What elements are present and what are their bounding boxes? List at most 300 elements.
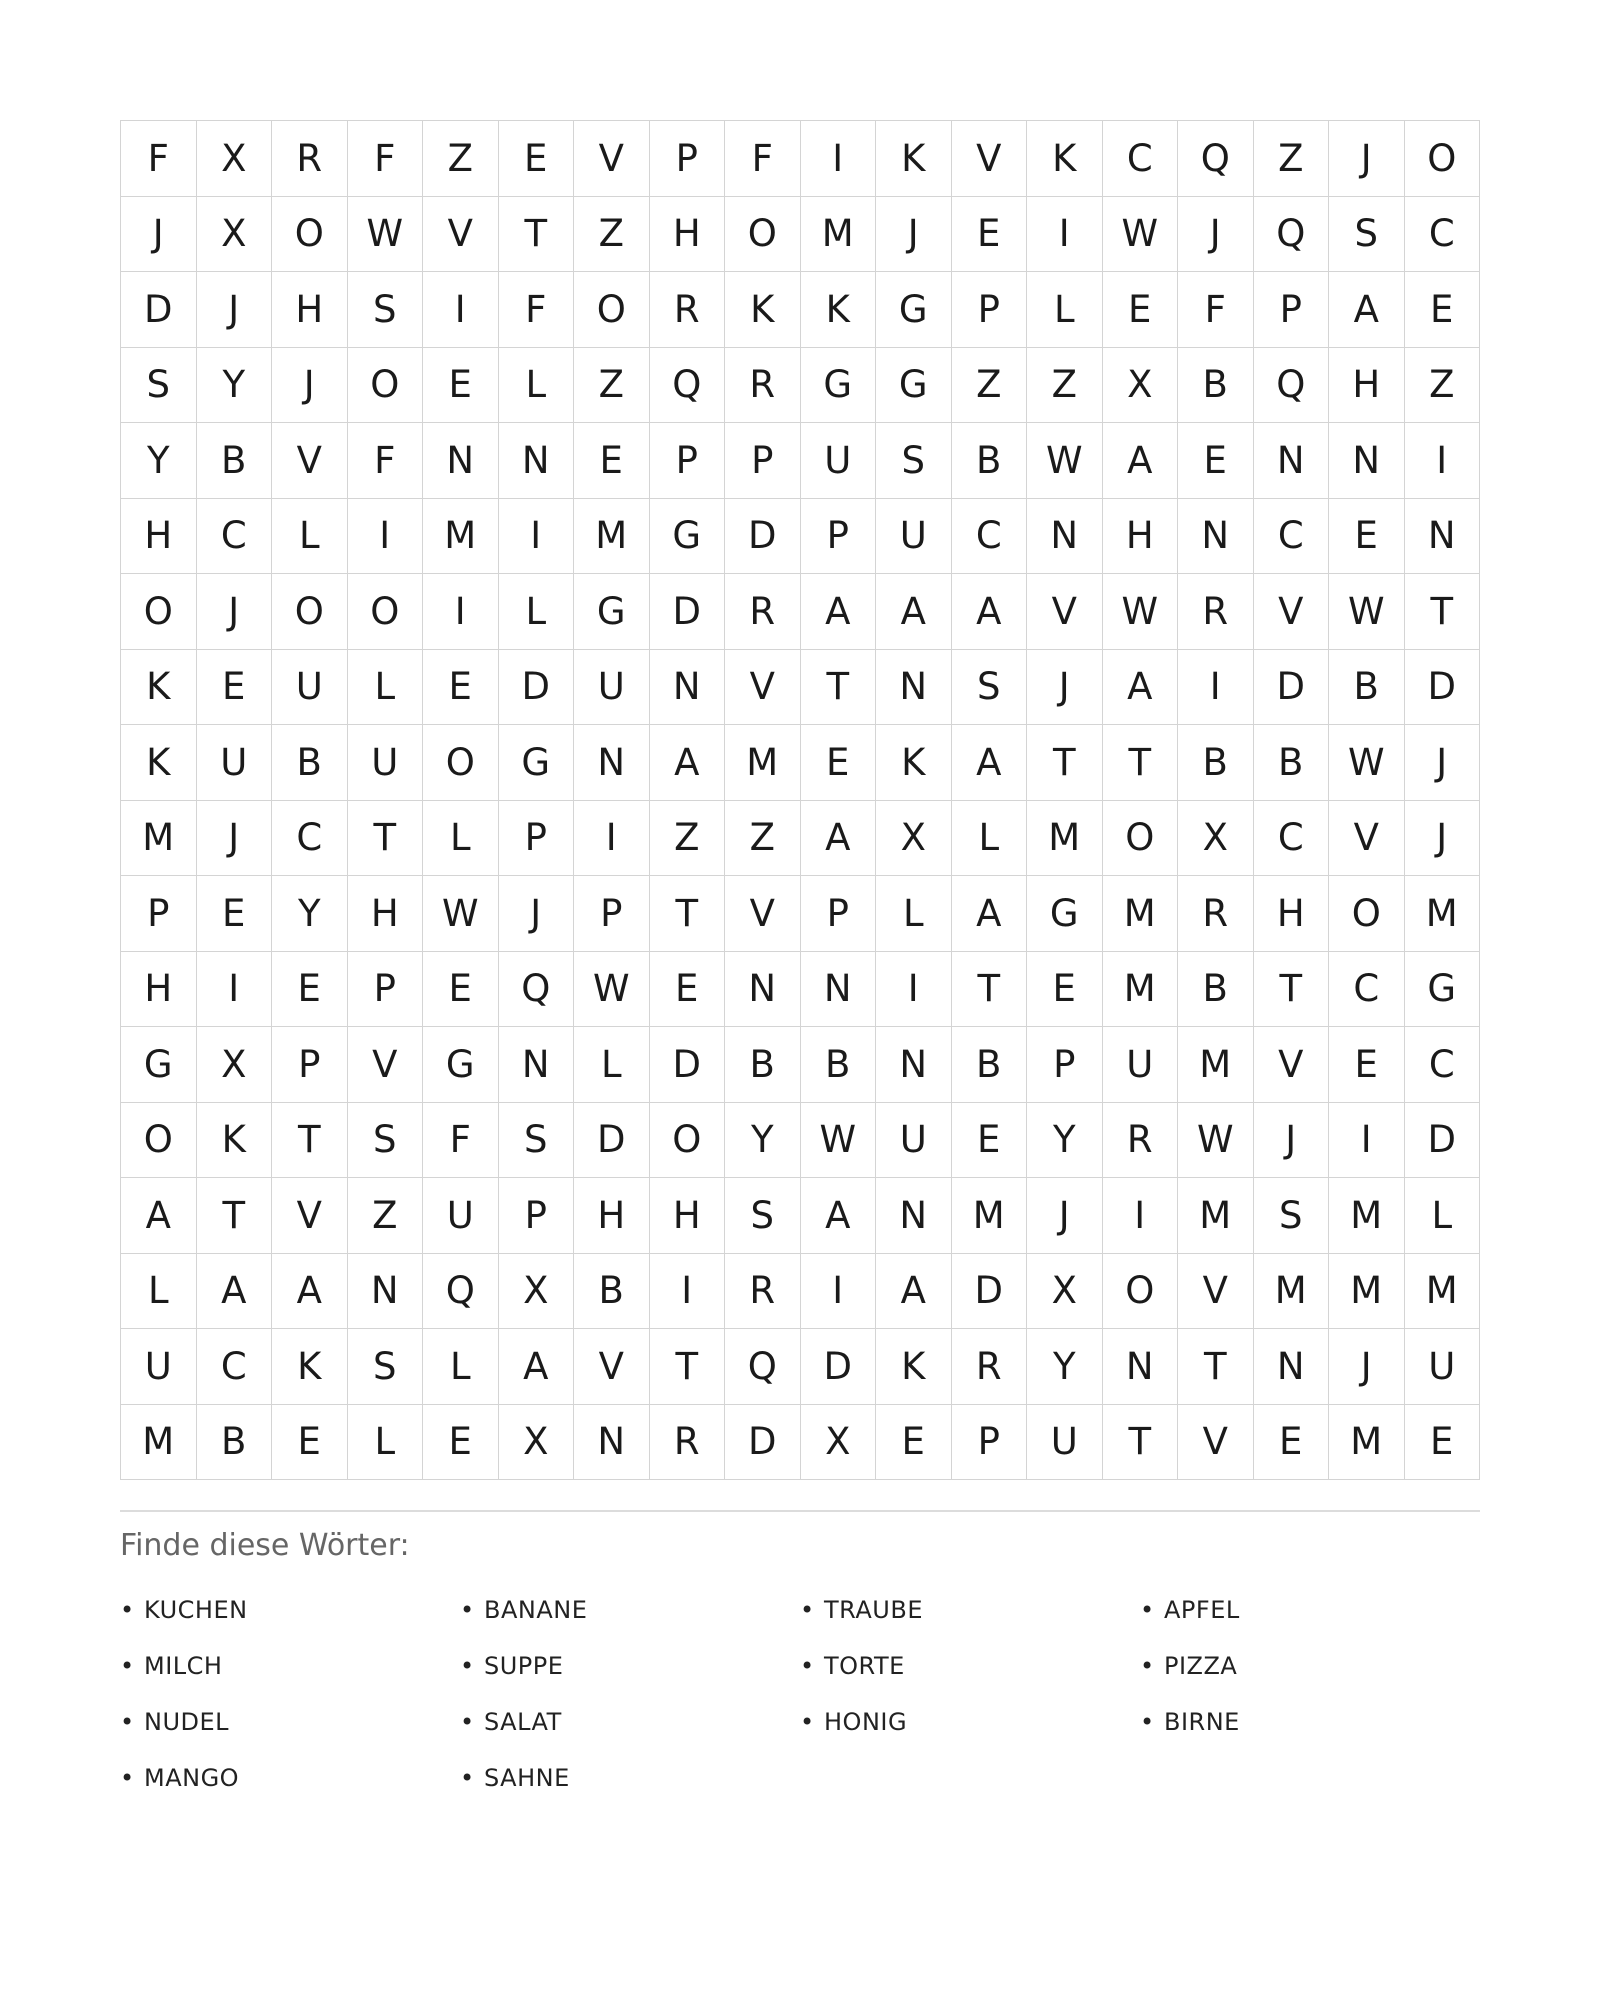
grid-cell[interactable]: K [801, 272, 877, 348]
grid-cell[interactable]: U [423, 1178, 499, 1254]
grid-cell[interactable]: E [952, 197, 1028, 273]
grid-cell[interactable]: D [1405, 650, 1481, 726]
grid-cell[interactable]: I [1027, 197, 1103, 273]
grid-cell[interactable]: E [952, 1103, 1028, 1179]
grid-cell[interactable]: H [272, 272, 348, 348]
grid-cell[interactable]: V [272, 1178, 348, 1254]
grid-cell[interactable]: I [801, 1254, 877, 1330]
grid-cell[interactable]: J [1178, 197, 1254, 273]
grid-cell[interactable]: D [650, 1027, 726, 1103]
grid-cell[interactable]: E [499, 121, 575, 197]
grid-cell[interactable]: H [121, 952, 197, 1028]
grid-cell[interactable]: A [1103, 423, 1179, 499]
grid-cell[interactable]: J [876, 197, 952, 273]
grid-cell[interactable]: S [121, 348, 197, 424]
grid-cell[interactable]: M [423, 499, 499, 575]
grid-cell[interactable]: P [272, 1027, 348, 1103]
grid-cell[interactable]: M [1329, 1178, 1405, 1254]
grid-cell[interactable]: S [348, 1329, 424, 1405]
grid-cell[interactable]: N [801, 952, 877, 1028]
grid-cell[interactable]: B [952, 423, 1028, 499]
grid-cell[interactable]: W [1103, 574, 1179, 650]
grid-cell[interactable]: H [121, 499, 197, 575]
grid-cell[interactable]: D [499, 650, 575, 726]
grid-cell[interactable]: N [876, 1178, 952, 1254]
grid-cell[interactable]: P [725, 423, 801, 499]
grid-cell[interactable]: V [1027, 574, 1103, 650]
grid-cell[interactable]: A [952, 725, 1028, 801]
grid-cell[interactable]: Y [1027, 1103, 1103, 1179]
grid-cell[interactable]: G [801, 348, 877, 424]
grid-cell[interactable]: H [650, 1178, 726, 1254]
grid-cell[interactable]: K [725, 272, 801, 348]
grid-cell[interactable]: Q [1254, 348, 1330, 424]
grid-cell[interactable]: Z [348, 1178, 424, 1254]
grid-cell[interactable]: H [1103, 499, 1179, 575]
grid-cell[interactable]: I [1405, 423, 1481, 499]
grid-cell[interactable]: T [1405, 574, 1481, 650]
grid-cell[interactable]: H [348, 876, 424, 952]
grid-cell[interactable]: D [801, 1329, 877, 1405]
grid-cell[interactable]: M [121, 801, 197, 877]
grid-cell[interactable]: A [952, 876, 1028, 952]
grid-cell[interactable]: P [952, 272, 1028, 348]
grid-cell[interactable]: J [1027, 1178, 1103, 1254]
grid-cell[interactable]: K [876, 725, 952, 801]
grid-cell[interactable]: A [499, 1329, 575, 1405]
grid-cell[interactable]: M [725, 725, 801, 801]
grid-cell[interactable]: J [499, 876, 575, 952]
grid-cell[interactable]: N [1254, 423, 1330, 499]
grid-cell[interactable]: R [1178, 876, 1254, 952]
grid-cell[interactable]: Q [423, 1254, 499, 1330]
grid-cell[interactable]: T [650, 876, 726, 952]
grid-cell[interactable]: P [121, 876, 197, 952]
grid-cell[interactable]: D [1254, 650, 1330, 726]
grid-cell[interactable]: N [1178, 499, 1254, 575]
grid-cell[interactable]: I [876, 952, 952, 1028]
grid-cell[interactable]: R [725, 348, 801, 424]
grid-cell[interactable]: X [1178, 801, 1254, 877]
grid-cell[interactable]: K [876, 1329, 952, 1405]
grid-cell[interactable]: F [423, 1103, 499, 1179]
grid-cell[interactable]: U [197, 725, 273, 801]
grid-cell[interactable]: Y [725, 1103, 801, 1179]
grid-cell[interactable]: E [1103, 272, 1179, 348]
grid-cell[interactable]: I [197, 952, 273, 1028]
grid-cell[interactable]: J [1329, 121, 1405, 197]
grid-cell[interactable]: G [650, 499, 726, 575]
grid-cell[interactable]: X [499, 1254, 575, 1330]
grid-cell[interactable]: U [1405, 1329, 1481, 1405]
grid-cell[interactable]: J [121, 197, 197, 273]
grid-cell[interactable]: J [1405, 801, 1481, 877]
grid-cell[interactable]: R [952, 1329, 1028, 1405]
grid-cell[interactable]: A [952, 574, 1028, 650]
grid-cell[interactable]: U [1103, 1027, 1179, 1103]
grid-cell[interactable]: V [423, 197, 499, 273]
grid-cell[interactable]: Q [1254, 197, 1330, 273]
grid-cell[interactable]: E [574, 423, 650, 499]
grid-cell[interactable]: M [574, 499, 650, 575]
grid-cell[interactable]: E [1027, 952, 1103, 1028]
grid-cell[interactable]: H [1254, 876, 1330, 952]
grid-cell[interactable]: Z [650, 801, 726, 877]
grid-cell[interactable]: S [499, 1103, 575, 1179]
grid-cell[interactable]: U [876, 499, 952, 575]
grid-cell[interactable]: H [650, 197, 726, 273]
grid-cell[interactable]: X [1027, 1254, 1103, 1330]
grid-cell[interactable]: T [650, 1329, 726, 1405]
grid-cell[interactable]: T [348, 801, 424, 877]
grid-cell[interactable]: U [876, 1103, 952, 1179]
grid-cell[interactable]: J [1254, 1103, 1330, 1179]
grid-cell[interactable]: Z [725, 801, 801, 877]
grid-cell[interactable]: L [272, 499, 348, 575]
grid-cell[interactable]: Z [1254, 121, 1330, 197]
grid-cell[interactable]: N [1329, 423, 1405, 499]
grid-cell[interactable]: M [121, 1405, 197, 1481]
grid-cell[interactable]: E [197, 876, 273, 952]
grid-cell[interactable]: U [272, 650, 348, 726]
grid-cell[interactable]: I [650, 1254, 726, 1330]
grid-cell[interactable]: T [499, 197, 575, 273]
grid-cell[interactable]: F [121, 121, 197, 197]
grid-cell[interactable]: J [197, 574, 273, 650]
grid-cell[interactable]: S [876, 423, 952, 499]
grid-cell[interactable]: T [197, 1178, 273, 1254]
grid-cell[interactable]: P [499, 801, 575, 877]
grid-cell[interactable]: L [1027, 272, 1103, 348]
grid-cell[interactable]: U [348, 725, 424, 801]
grid-cell[interactable]: Q [1178, 121, 1254, 197]
grid-cell[interactable]: W [1103, 197, 1179, 273]
grid-cell[interactable]: V [1254, 574, 1330, 650]
grid-cell[interactable]: M [1103, 876, 1179, 952]
grid-cell[interactable]: P [650, 121, 726, 197]
grid-cell[interactable]: B [1254, 725, 1330, 801]
grid-cell[interactable]: Y [1027, 1329, 1103, 1405]
grid-cell[interactable]: P [499, 1178, 575, 1254]
grid-cell[interactable]: O [121, 574, 197, 650]
grid-cell[interactable]: E [1405, 272, 1481, 348]
grid-cell[interactable]: V [272, 423, 348, 499]
grid-cell[interactable]: O [348, 574, 424, 650]
grid-cell[interactable]: G [574, 574, 650, 650]
grid-cell[interactable]: N [499, 423, 575, 499]
grid-cell[interactable]: I [499, 499, 575, 575]
grid-cell[interactable]: B [1329, 650, 1405, 726]
grid-cell[interactable]: A [801, 801, 877, 877]
grid-cell[interactable]: S [348, 272, 424, 348]
grid-cell[interactable]: X [197, 1027, 273, 1103]
grid-cell[interactable]: C [1103, 121, 1179, 197]
grid-cell[interactable]: O [725, 197, 801, 273]
grid-cell[interactable]: Z [1405, 348, 1481, 424]
grid-cell[interactable]: P [1254, 272, 1330, 348]
grid-cell[interactable]: T [1254, 952, 1330, 1028]
grid-cell[interactable]: R [650, 1405, 726, 1481]
grid-cell[interactable]: M [1178, 1027, 1254, 1103]
grid-cell[interactable]: O [348, 348, 424, 424]
grid-cell[interactable]: N [423, 423, 499, 499]
grid-cell[interactable]: T [801, 650, 877, 726]
grid-cell[interactable]: E [1405, 1405, 1481, 1481]
grid-cell[interactable]: G [876, 272, 952, 348]
grid-cell[interactable]: J [197, 801, 273, 877]
grid-cell[interactable]: A [197, 1254, 273, 1330]
grid-cell[interactable]: N [499, 1027, 575, 1103]
grid-cell[interactable]: S [725, 1178, 801, 1254]
grid-cell[interactable]: C [1405, 1027, 1481, 1103]
grid-cell[interactable]: D [650, 574, 726, 650]
grid-cell[interactable]: D [121, 272, 197, 348]
grid-cell[interactable]: V [1178, 1405, 1254, 1481]
grid-cell[interactable]: N [1103, 1329, 1179, 1405]
grid-cell[interactable]: A [801, 574, 877, 650]
grid-cell[interactable]: L [423, 801, 499, 877]
grid-cell[interactable]: G [876, 348, 952, 424]
grid-cell[interactable]: R [1103, 1103, 1179, 1179]
grid-cell[interactable]: C [197, 1329, 273, 1405]
grid-cell[interactable]: O [272, 574, 348, 650]
grid-cell[interactable]: I [574, 801, 650, 877]
grid-cell[interactable]: E [650, 952, 726, 1028]
grid-cell[interactable]: X [197, 197, 273, 273]
grid-cell[interactable]: Z [574, 197, 650, 273]
grid-cell[interactable]: L [499, 348, 575, 424]
grid-cell[interactable]: E [423, 952, 499, 1028]
grid-cell[interactable]: B [725, 1027, 801, 1103]
grid-cell[interactable]: O [121, 1103, 197, 1179]
grid-cell[interactable]: E [876, 1405, 952, 1481]
grid-cell[interactable]: N [1405, 499, 1481, 575]
grid-cell[interactable]: M [1178, 1178, 1254, 1254]
grid-cell[interactable]: D [1405, 1103, 1481, 1179]
grid-cell[interactable]: D [725, 1405, 801, 1481]
grid-cell[interactable]: U [801, 423, 877, 499]
grid-cell[interactable]: W [1329, 574, 1405, 650]
grid-cell[interactable]: L [423, 1329, 499, 1405]
grid-cell[interactable]: E [801, 725, 877, 801]
grid-cell[interactable]: D [574, 1103, 650, 1179]
grid-cell[interactable]: E [197, 650, 273, 726]
grid-cell[interactable]: Z [952, 348, 1028, 424]
grid-cell[interactable]: I [801, 121, 877, 197]
grid-cell[interactable]: J [272, 348, 348, 424]
grid-cell[interactable]: K [272, 1329, 348, 1405]
grid-cell[interactable]: A [876, 1254, 952, 1330]
grid-cell[interactable]: I [348, 499, 424, 575]
grid-cell[interactable]: W [1329, 725, 1405, 801]
grid-cell[interactable]: V [574, 1329, 650, 1405]
grid-cell[interactable]: P [348, 952, 424, 1028]
grid-cell[interactable]: F [1178, 272, 1254, 348]
grid-cell[interactable]: M [1027, 801, 1103, 877]
grid-cell[interactable]: V [1254, 1027, 1330, 1103]
grid-cell[interactable]: L [574, 1027, 650, 1103]
grid-cell[interactable]: G [1405, 952, 1481, 1028]
grid-cell[interactable]: O [574, 272, 650, 348]
grid-cell[interactable]: F [348, 423, 424, 499]
grid-cell[interactable]: F [348, 121, 424, 197]
grid-cell[interactable]: M [1405, 876, 1481, 952]
grid-cell[interactable]: T [1178, 1329, 1254, 1405]
grid-cell[interactable]: O [1329, 876, 1405, 952]
grid-cell[interactable]: E [1254, 1405, 1330, 1481]
grid-cell[interactable]: A [1329, 272, 1405, 348]
grid-cell[interactable]: I [1329, 1103, 1405, 1179]
grid-cell[interactable]: B [197, 1405, 273, 1481]
grid-cell[interactable]: F [499, 272, 575, 348]
grid-cell[interactable]: M [952, 1178, 1028, 1254]
grid-cell[interactable]: B [1178, 952, 1254, 1028]
grid-cell[interactable]: W [801, 1103, 877, 1179]
grid-cell[interactable]: P [801, 876, 877, 952]
grid-cell[interactable]: C [1254, 499, 1330, 575]
grid-cell[interactable]: W [423, 876, 499, 952]
grid-cell[interactable]: L [348, 1405, 424, 1481]
grid-cell[interactable]: H [1329, 348, 1405, 424]
grid-cell[interactable]: M [1329, 1254, 1405, 1330]
grid-cell[interactable]: L [499, 574, 575, 650]
grid-cell[interactable]: M [1254, 1254, 1330, 1330]
grid-cell[interactable]: B [574, 1254, 650, 1330]
grid-cell[interactable]: W [1027, 423, 1103, 499]
grid-cell[interactable]: J [1405, 725, 1481, 801]
grid-cell[interactable]: M [1103, 952, 1179, 1028]
grid-cell[interactable]: R [272, 121, 348, 197]
grid-cell[interactable]: B [1178, 725, 1254, 801]
grid-cell[interactable]: D [725, 499, 801, 575]
grid-cell[interactable]: J [197, 272, 273, 348]
grid-cell[interactable]: C [1329, 952, 1405, 1028]
grid-cell[interactable]: V [725, 650, 801, 726]
grid-cell[interactable]: A [121, 1178, 197, 1254]
grid-cell[interactable]: P [801, 499, 877, 575]
grid-cell[interactable]: N [1027, 499, 1103, 575]
grid-cell[interactable]: K [197, 1103, 273, 1179]
grid-cell[interactable]: P [1027, 1027, 1103, 1103]
grid-cell[interactable]: X [197, 121, 273, 197]
grid-cell[interactable]: V [1329, 801, 1405, 877]
grid-cell[interactable]: F [725, 121, 801, 197]
grid-cell[interactable]: C [1254, 801, 1330, 877]
grid-cell[interactable]: L [876, 876, 952, 952]
grid-cell[interactable]: B [1178, 348, 1254, 424]
grid-cell[interactable]: E [1329, 499, 1405, 575]
grid-cell[interactable]: Z [1027, 348, 1103, 424]
grid-cell[interactable]: B [952, 1027, 1028, 1103]
grid-cell[interactable]: B [197, 423, 273, 499]
grid-cell[interactable]: E [1329, 1027, 1405, 1103]
grid-cell[interactable]: L [952, 801, 1028, 877]
grid-cell[interactable]: W [348, 197, 424, 273]
grid-cell[interactable]: N [650, 650, 726, 726]
grid-cell[interactable]: Z [423, 121, 499, 197]
grid-cell[interactable]: C [952, 499, 1028, 575]
grid-cell[interactable]: N [725, 952, 801, 1028]
grid-cell[interactable]: G [423, 1027, 499, 1103]
grid-cell[interactable]: N [574, 725, 650, 801]
grid-cell[interactable]: K [121, 650, 197, 726]
grid-cell[interactable]: E [423, 1405, 499, 1481]
grid-cell[interactable]: Y [272, 876, 348, 952]
grid-cell[interactable]: M [801, 197, 877, 273]
grid-cell[interactable]: Y [121, 423, 197, 499]
grid-cell[interactable]: X [1103, 348, 1179, 424]
grid-cell[interactable]: W [1178, 1103, 1254, 1179]
grid-cell[interactable]: V [1178, 1254, 1254, 1330]
grid-cell[interactable]: A [650, 725, 726, 801]
grid-cell[interactable]: A [272, 1254, 348, 1330]
grid-cell[interactable]: R [725, 1254, 801, 1330]
grid-cell[interactable]: B [801, 1027, 877, 1103]
grid-cell[interactable]: N [348, 1254, 424, 1330]
grid-cell[interactable]: J [1329, 1329, 1405, 1405]
grid-cell[interactable]: O [650, 1103, 726, 1179]
grid-cell[interactable]: R [1178, 574, 1254, 650]
grid-cell[interactable]: T [272, 1103, 348, 1179]
grid-cell[interactable]: E [1178, 423, 1254, 499]
grid-cell[interactable]: K [121, 725, 197, 801]
grid-cell[interactable]: S [952, 650, 1028, 726]
grid-cell[interactable]: T [952, 952, 1028, 1028]
grid-cell[interactable]: S [1329, 197, 1405, 273]
grid-cell[interactable]: G [121, 1027, 197, 1103]
grid-cell[interactable]: P [574, 876, 650, 952]
grid-cell[interactable]: T [1027, 725, 1103, 801]
grid-cell[interactable]: K [1027, 121, 1103, 197]
grid-cell[interactable]: E [272, 952, 348, 1028]
grid-cell[interactable]: C [197, 499, 273, 575]
grid-cell[interactable]: X [499, 1405, 575, 1481]
grid-cell[interactable]: M [1329, 1405, 1405, 1481]
grid-cell[interactable]: I [1178, 650, 1254, 726]
grid-cell[interactable]: P [952, 1405, 1028, 1481]
grid-cell[interactable]: E [272, 1405, 348, 1481]
grid-cell[interactable]: I [423, 272, 499, 348]
grid-cell[interactable]: C [272, 801, 348, 877]
grid-cell[interactable]: O [1103, 801, 1179, 877]
grid-cell[interactable]: V [574, 121, 650, 197]
grid-cell[interactable]: W [574, 952, 650, 1028]
grid-cell[interactable]: X [876, 801, 952, 877]
grid-cell[interactable]: C [1405, 197, 1481, 273]
grid-cell[interactable]: T [1103, 725, 1179, 801]
grid-cell[interactable]: I [423, 574, 499, 650]
grid-cell[interactable]: Q [499, 952, 575, 1028]
grid-cell[interactable]: R [725, 574, 801, 650]
grid-cell[interactable]: K [876, 121, 952, 197]
grid-cell[interactable]: R [650, 272, 726, 348]
grid-cell[interactable]: A [876, 574, 952, 650]
grid-cell[interactable]: V [725, 876, 801, 952]
grid-cell[interactable]: G [1027, 876, 1103, 952]
grid-cell[interactable]: J [1027, 650, 1103, 726]
grid-cell[interactable]: N [876, 650, 952, 726]
grid-cell[interactable]: N [876, 1027, 952, 1103]
grid-cell[interactable]: Z [574, 348, 650, 424]
grid-cell[interactable]: B [272, 725, 348, 801]
grid-cell[interactable]: I [1103, 1178, 1179, 1254]
grid-cell[interactable]: A [1103, 650, 1179, 726]
grid-cell[interactable]: O [1405, 121, 1481, 197]
grid-cell[interactable]: S [1254, 1178, 1330, 1254]
grid-cell[interactable]: N [574, 1405, 650, 1481]
grid-cell[interactable]: M [1405, 1254, 1481, 1330]
grid-cell[interactable]: V [952, 121, 1028, 197]
